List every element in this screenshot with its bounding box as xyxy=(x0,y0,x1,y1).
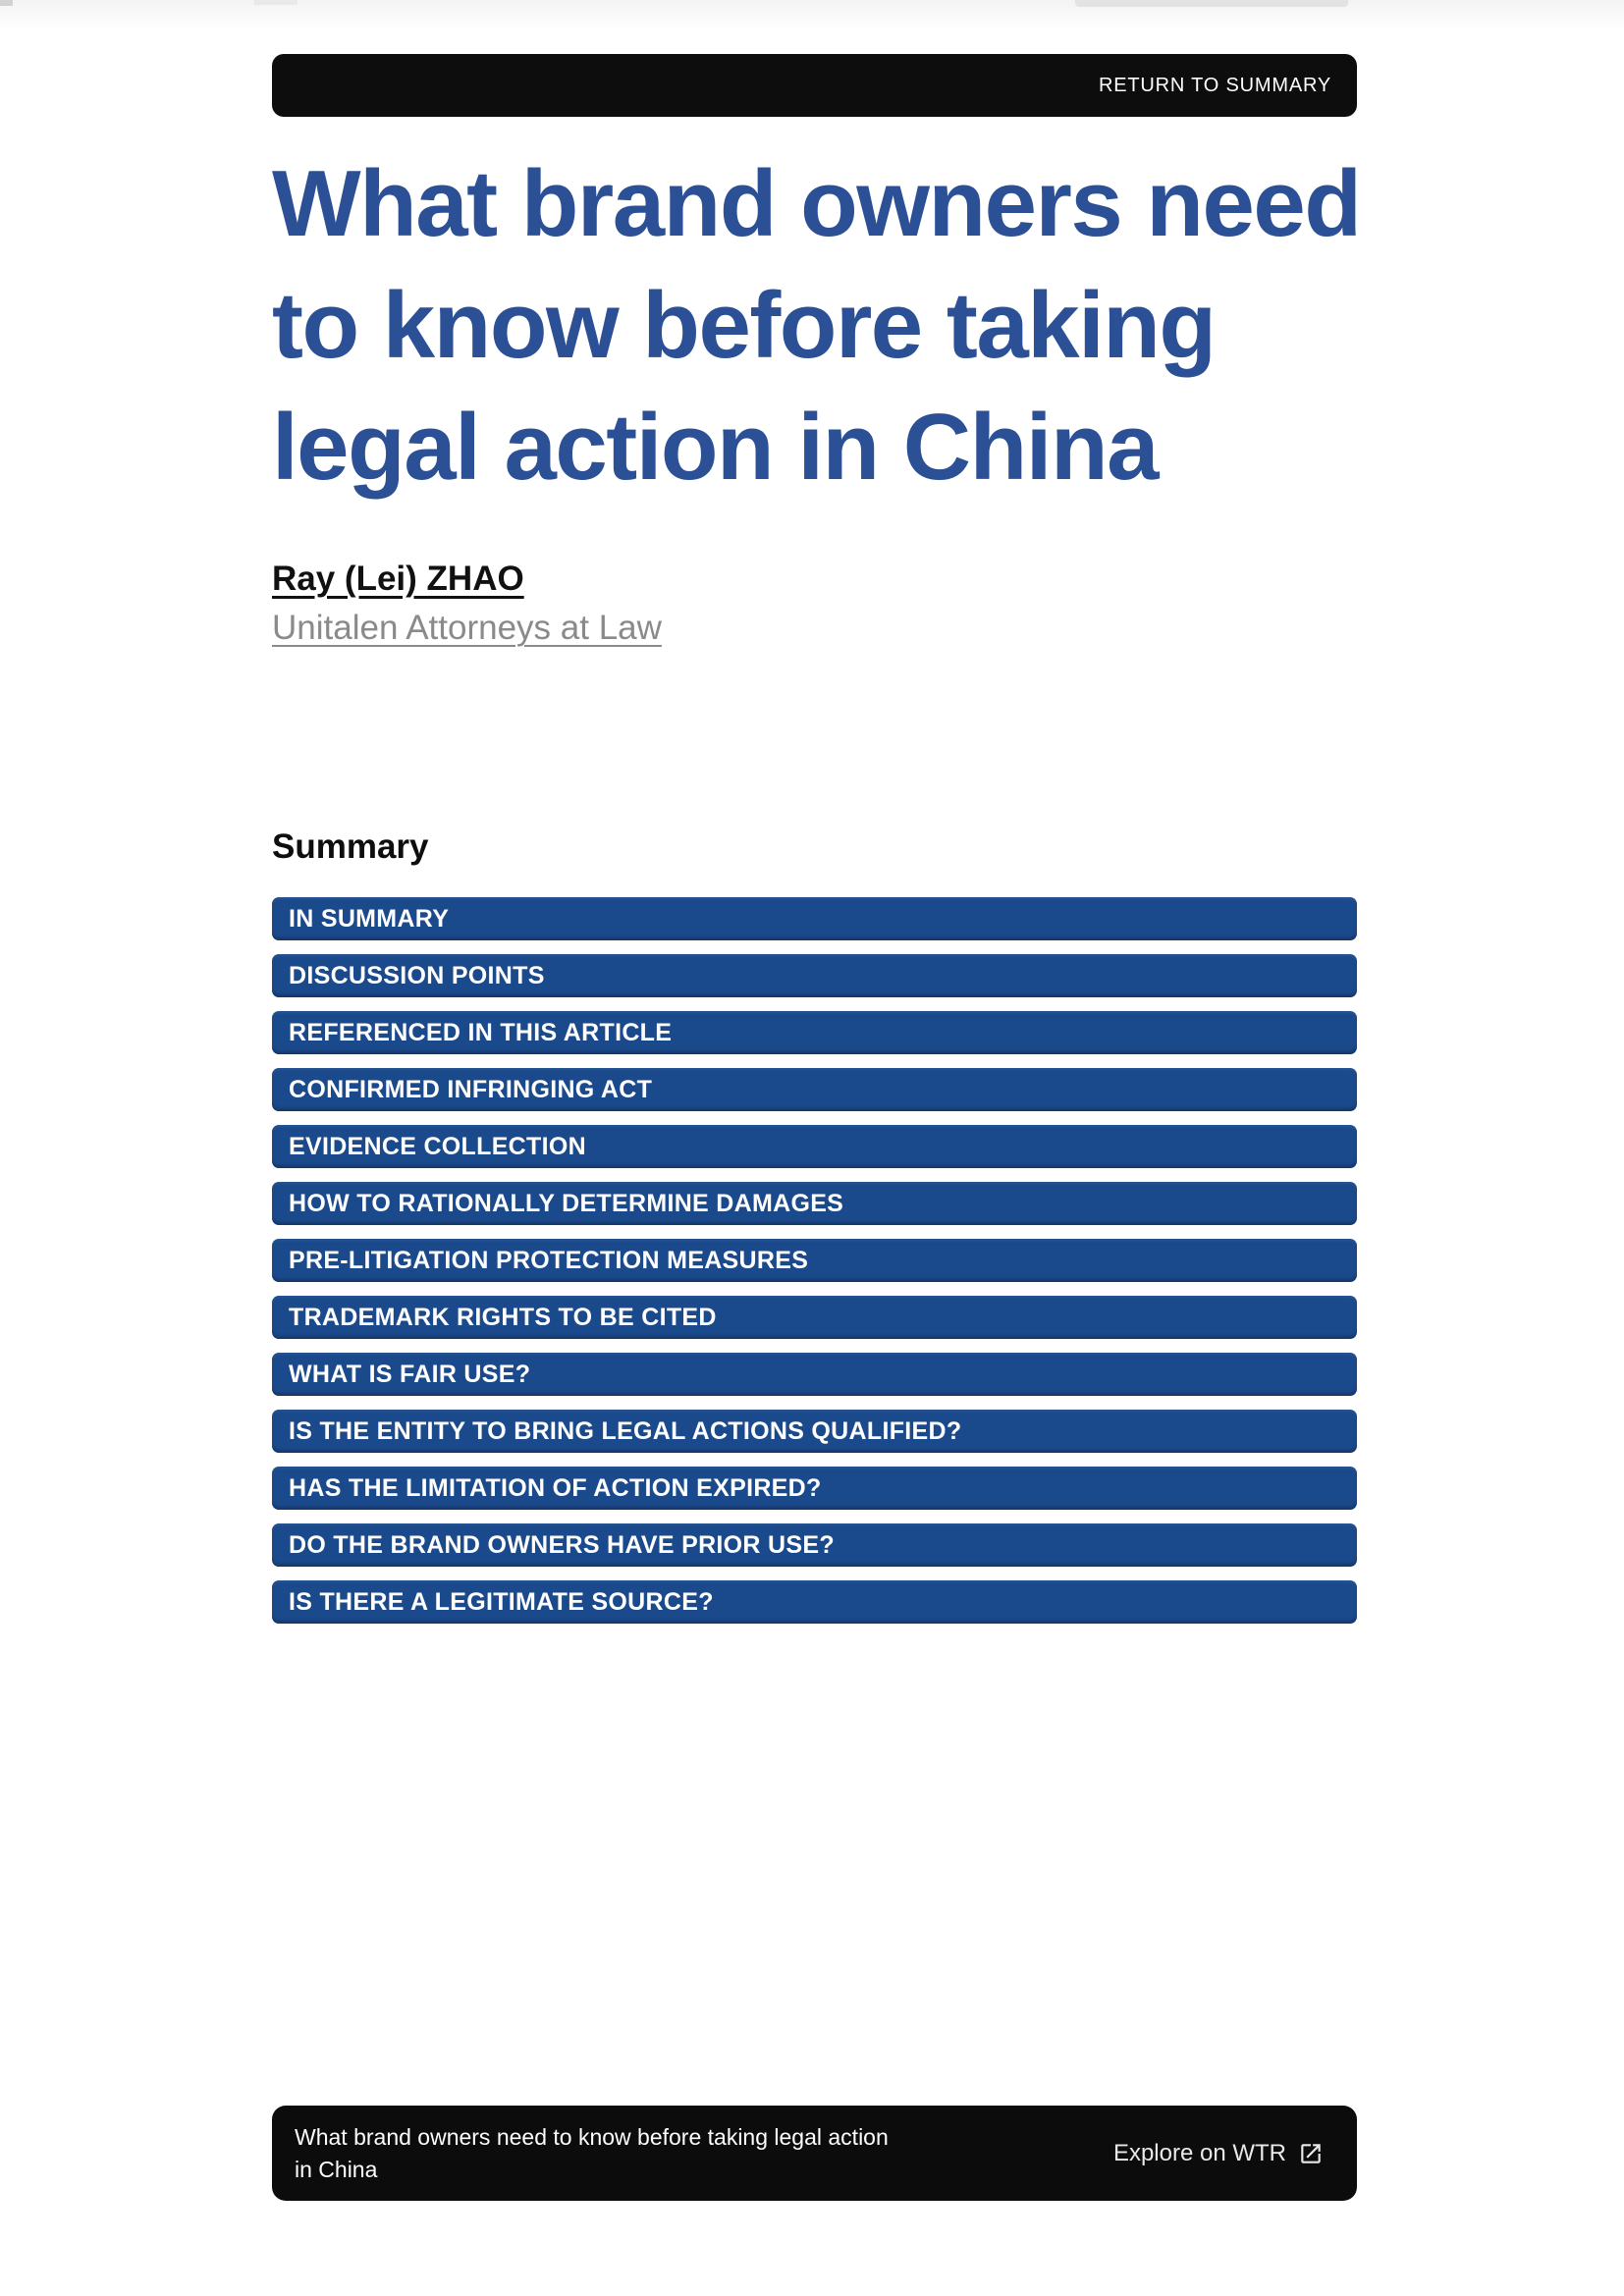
scan-artifact xyxy=(254,0,298,5)
toc-button-how-to-rationally-determine-damages[interactable]: HOW TO RATIONALLY DETERMINE DAMAGES xyxy=(272,1182,1357,1225)
summary-toc xyxy=(272,897,1357,1624)
article-title-line: What brand owners need xyxy=(272,151,1361,256)
toc-button-trademark-rights-to-be-cited[interactable]: TRADEMARK RIGHTS TO BE CITED xyxy=(272,1296,1357,1339)
toc-button-pre-litigation-protection-measures[interactable]: PRE-LITIGATION PROTECTION MEASURES xyxy=(272,1239,1357,1282)
scan-artifact xyxy=(1075,0,1348,7)
explore-on-wtr-link[interactable] xyxy=(1113,2140,1324,2167)
article-title-line: legal action in China xyxy=(272,395,1158,500)
article-title xyxy=(272,143,1361,508)
scan-artifact xyxy=(0,0,13,6)
summary-heading: Summary xyxy=(272,828,429,866)
footer-title-line: in China xyxy=(295,2156,378,2182)
author-firm-link[interactable]: Unitalen Attorneys at Law xyxy=(272,609,662,647)
explore-on-wtr-label: Explore on WTR xyxy=(1112,2139,1286,2166)
toc-button-evidence-collection[interactable]: EVIDENCE COLLECTION xyxy=(272,1125,1357,1168)
footer-title-line: What brand owners need to know before taking legal action xyxy=(295,2123,889,2150)
toc-button-is-there-a-legitimate-source[interactable]: IS THERE A LEGITIMATE SOURCE? xyxy=(272,1580,1357,1624)
scan-artifact xyxy=(0,0,1624,31)
toc-button-discussion-points[interactable]: DISCUSSION POINTS xyxy=(272,954,1357,997)
toc-button-do-brand-owners-have-prior-use[interactable]: DO THE BRAND OWNERS HAVE PRIOR USE? xyxy=(272,1523,1357,1567)
toc-button-is-the-entity-qualified[interactable]: IS THE ENTITY TO BRING LEGAL ACTIONS QUALIFIED? xyxy=(272,1410,1357,1453)
toc-button-confirmed-infringing-act[interactable]: CONFIRMED INFRINGING ACT xyxy=(272,1068,1357,1111)
external-link-icon xyxy=(1298,2141,1324,2166)
return-to-summary-button[interactable] xyxy=(272,54,1357,117)
footer-bar xyxy=(272,2106,1357,2201)
toc-button-what-is-fair-use[interactable]: WHAT IS FAIR USE? xyxy=(272,1353,1357,1396)
toc-button-has-limitation-expired[interactable]: HAS THE LIMITATION OF ACTION EXPIRED? xyxy=(272,1467,1357,1510)
author-link[interactable]: Ray (Lei) ZHAO xyxy=(272,560,524,598)
footer-article-title xyxy=(295,2121,889,2186)
toc-button-in-summary[interactable]: IN SUMMARY xyxy=(272,897,1357,940)
return-to-summary-label: RETURN TO SUMMARY xyxy=(1099,74,1331,96)
article-title-line: to know before taking xyxy=(272,273,1216,378)
toc-button-referenced-in-this-article[interactable]: REFERENCED IN THIS ARTICLE xyxy=(272,1011,1357,1054)
